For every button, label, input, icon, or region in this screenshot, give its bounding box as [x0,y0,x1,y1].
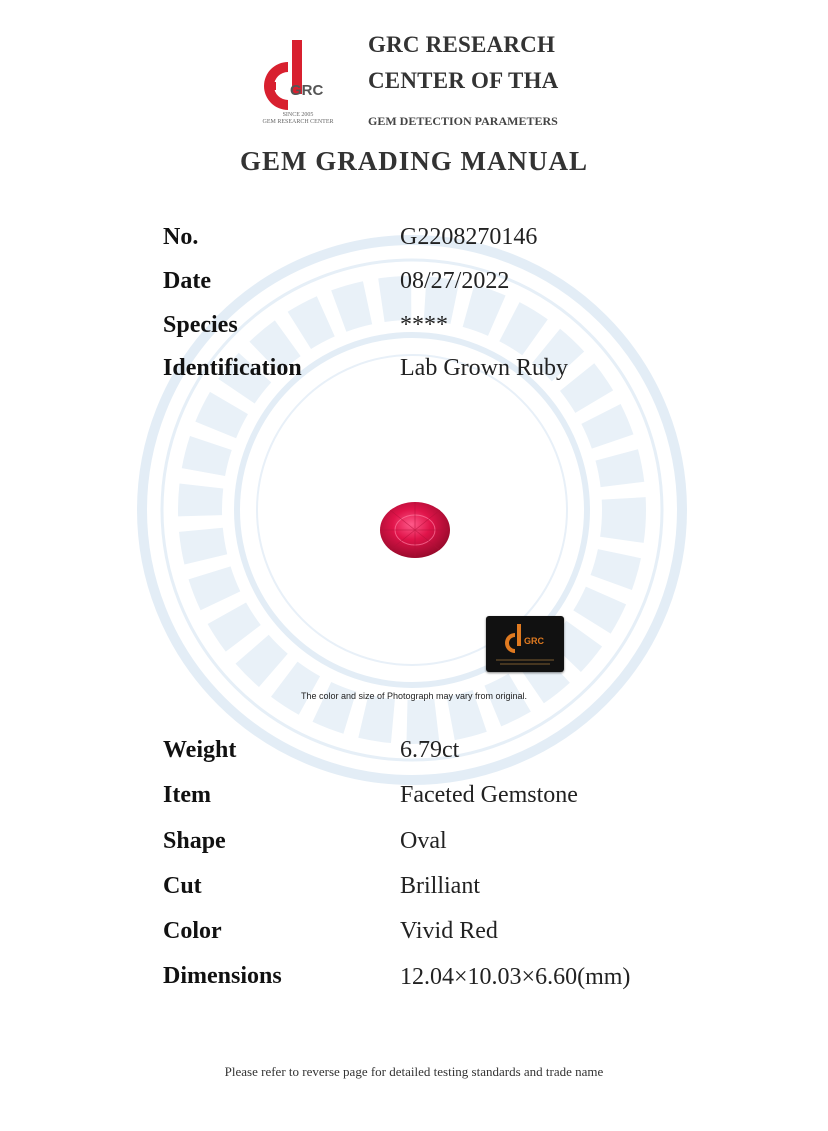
value-weight: 6.79ct [400,737,460,763]
grc-card [486,616,564,672]
page-title: GEM GRADING MANUAL [240,146,588,176]
since-line-1: SINCE 2005 [282,112,314,118]
photo-disclaimer: The color and size of Photograph may vary from original. [300,691,528,701]
label-species: Species [163,312,238,338]
value-date: 08/27/2022 [400,268,510,294]
label-color: Color [163,918,222,944]
value-color: Vivid Red [400,918,498,944]
label-weight: Weight [163,737,237,763]
value-item: Faceted Gemstone [400,782,578,808]
label-identification: Identification [163,355,302,381]
logo-since [256,112,340,126]
header-line-1: GRC RESEARCH [368,32,556,57]
label-shape: Shape [163,828,226,854]
value-no: G2208270146 [400,224,538,250]
label-no: No. [163,224,199,250]
card-logo-text: GRC [524,636,544,646]
gemstone-photo [378,500,452,560]
header-line-2: CENTER OF THA [368,68,559,93]
footer-note: Please refer to reverse page for detailed testing standards and trade name [224,1064,604,1079]
value-dimensions: 12.04×10.03×6.60(mm) [400,964,631,990]
logo-text: GRC [290,82,324,99]
value-shape: Oval [400,828,447,854]
since-line-2: GEM RESEARCH CENTER [262,119,334,125]
value-identification: Lab Grown Ruby [400,355,568,381]
label-item: Item [163,782,211,808]
value-cut: Brilliant [400,873,480,899]
label-cut: Cut [163,873,202,899]
header-line-3: GEM DETECTION PARAMETERS [368,114,558,128]
label-dimensions: Dimensions [163,963,282,989]
value-species: **** [400,312,448,338]
label-date: Date [163,268,211,294]
